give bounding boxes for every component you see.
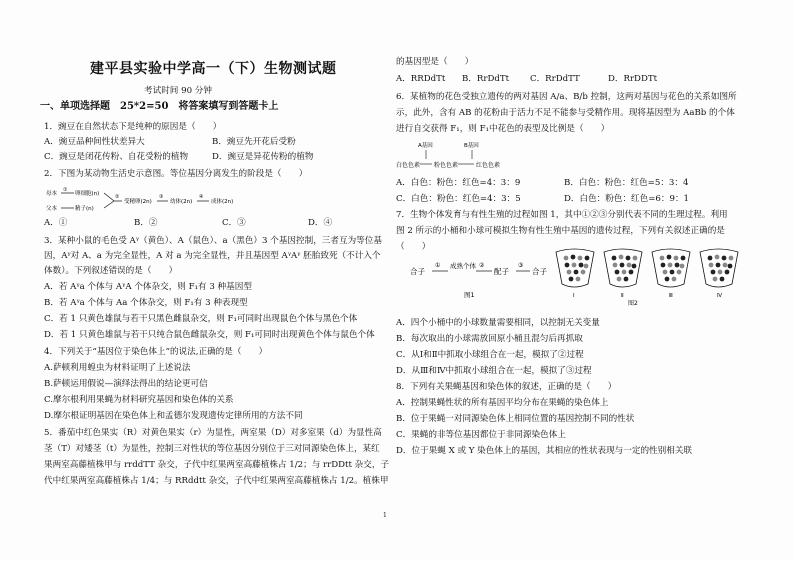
q2-option-d: D．④ [308,218,333,228]
q1-stem: 1．豌豆在自然状态下是纯种的原因是（ ） [44,122,222,132]
q7-bucket-2-label: Ⅱ [621,293,624,299]
q6-option-d: D．白色：粉色：红色=6：9：1 [564,194,690,204]
q7-option-c: C．从Ⅰ和Ⅱ中抓取小球组合在一起，模拟了②过程 [396,350,584,360]
q2-option-a: A．① [44,218,68,228]
page-number: 1 [383,512,387,519]
q3-option-b: B．若 Aᵞa 个体与 Aa 个体杂交，则 F₁有 3 种表现型 [44,298,248,308]
q6-pigment-pathway-diagram [396,139,536,173]
q5-line-3: 果两室高藤植株甲与 rrddTT 杂交，子代中红果两室高藤植株占 1/2；与 rrDDtt 杂交，子 [44,460,390,470]
q7-step2-label: ② [479,262,485,269]
q6-option-a: A．白色：粉色：红色=4：3：9 [396,178,521,188]
q6-white-pigment-label: 白色色素 [396,162,421,169]
q1-option-a: A．豌豆品种间性状差异大 [44,137,145,147]
q6-pink-pigment-label: 粉色色素 [434,162,459,169]
q7-adult-label: 成熟个体 [450,262,476,270]
q7-bucket-4-label: Ⅳ [717,293,723,299]
q7-option-b: B．每次取出的小球需放回原小桶且混匀后再抓取 [396,334,583,344]
q1-option-c: C．豌豆是闭花传粉、自花受粉的植物 [44,152,189,162]
q6-option-b: B．白色：粉色：红色=5：3：4 [564,178,689,188]
q7-gamete-label: 配子 [494,267,509,276]
q5-line-1: 5．番茄中红色果实（R）对黄色果实（r）为显性，两室果（D）对多室果（d）为显性高 [44,428,382,438]
q6-red-pigment-label: 红色色素 [476,162,501,169]
q2-step2-label: ② [115,194,120,200]
q2-step4-label: ④ [199,194,204,200]
q7-figure-1 [404,252,554,302]
q2-merge-line-top [104,193,114,201]
q5-line-2: 茎（T）对矮茎（t）为显性，控制三对性状的等位基因分别位于三对同源染色体上，某红 [44,444,380,454]
q4-stem: 4．下列关于“基因位于染色体上”的说法,正确的是（ ） [44,347,268,357]
q3-line-1: 3．某种小鼠的毛色受 Aᵞ（黄色）、A（鼠色）、a（黑色）3 个基因控制，三者互为等位基 [44,236,382,246]
q2-father-label: 父本 [46,206,58,212]
q2-stem: 2．下图为某动物生活史示意图。等位基因分离发生的阶段是（ ） [44,169,308,179]
q2-option-b: B．② [134,218,158,228]
q2-option-c: C．③ [222,218,246,228]
q2-merge-line-bottom [104,201,114,208]
q7-fig2-caption: 图2 [628,300,638,307]
q7-bucket-2 [604,249,642,287]
q4-option-d: D.摩尔根证明基因在染色体上和孟德尔发现遗传定律所用的方法不同 [44,411,303,421]
q8-stem: 8．下列有关果蝇基因和染色体的叙述，正确的是（ ） [396,382,617,392]
q1-option-d: D．豌豆是异花传粉的植物 [212,152,314,162]
q7-line-1: 7．生物个体发育与有性生殖的过程如图 1，其中①②③分别代表不同的生理过程。利用 [396,210,728,220]
q7-bucket-4 [700,249,738,287]
q7-bucket-1 [556,249,594,287]
q7-line-2: 图 2 所示的小桶和小球可模拟生物有性生殖中基因的遗传过程，下列有关叙述正确的是 [396,226,725,236]
q4-option-c: C.摩尔根利用果蝇为材料研究基因和染色体的关系 [44,395,234,405]
q6-gene-a-label: A基因 [418,143,433,149]
q7-bucket-1-label: Ⅰ [573,293,575,299]
q2-mother-label: 母本 [46,191,58,197]
q3-option-d: D．若 1 只黄色雄鼠与若干只纯合鼠色雌鼠杂交，则 F₁可同时出现黄色个体与鼠色个体 [44,330,375,340]
q7-option-d: D．从Ⅲ和Ⅳ中抓取小球组合在一起，模拟了③过程 [396,366,592,376]
q7-bucket-3-label: Ⅲ [669,293,673,299]
q8-option-d: D．位于果蝇 X 或 Y 染色体上的基因，其相应的性状表现与一定的性别相关联 [396,446,693,456]
q1-option-b: B．豌豆先开花后受粉 [212,137,296,147]
q3-option-c: C．若 1 只黄色雄鼠与若干只黑色雌鼠杂交，则 F₁可同时出现鼠色个体与黑色个体 [44,314,358,324]
q4-option-b: B.萨顿运用假说—演绎法得出的结论更可信 [44,379,208,389]
q6-line-2: 示，此外，含有 AB 的花粉由于活力不足不能参与受精作用。现将基因型为 AaBb 的个体 [396,108,735,118]
q7-zygote-label: 合子 [410,267,425,276]
q8-option-c: C．果蝇的非等位基因都位于非同源染色体上 [396,430,566,440]
q5-continuation: 的基因型是（ ） [396,57,474,67]
q2-step3-label: ③ [159,194,164,200]
q5-option-a: A．RRDdTt [396,74,446,84]
q2-step1-label: ① [63,187,68,193]
q2-sperm-label: 精子(n) [75,206,94,212]
q2-mature-label: 成体(2n) [211,199,234,205]
q5-option-d: D．RrDDTt [608,74,658,84]
q7-step3-label: ③ [518,262,524,269]
q7-zygote2-label: 合子 [532,267,547,276]
exam-time: 考试时间 90 分钟 [144,86,212,96]
q3-line-2: 因，Aᵞ对 A、a 为完全显性，A 对 a 为完全显性，并且基因型 AᵞAᵞ 胚胎致死（不计入个 [44,251,381,261]
q7-option-a: A．四个小桶中的小球数量需要相同，以控制无关变量 [396,318,600,328]
q2-adult-label: 幼体(2n) [170,199,193,205]
q7-fig1-caption: 图1 [464,291,475,299]
q6-gene-b-label: B基因 [464,143,479,149]
q2-zygote-label: 受精卵(2n) [124,199,152,205]
q3-option-a: A．若 Aᵞa 个体与 AᵞA 个体杂交，则 F₁有 3 种基因型 [44,282,252,292]
q5-option-b: B．RrDdTt [462,74,510,84]
q5-line-4: 代中红果两室高藤植株占 1/4；与 RRddtt 杂交，子代中红果两室高藤植株占 1/2。植株甲 [44,476,389,486]
q3-line-3: 体数）。下列叙述错误的是（ ） [44,266,178,276]
q7-step1-label: ① [435,262,441,269]
q8-option-a: A．控制果蝇性状的所有基因平均分布在果蝇的染色体上 [396,398,609,408]
q7-line-3: （ ） [396,242,431,252]
q4-option-a: A.萨顿利用蝗虫为材料证明了上述说法 [44,363,191,373]
q2-egg-label: 卵细胞(n) [75,191,100,197]
q5-option-c: C．RrDdTT [530,74,580,84]
exam-title: 建平县实验中学高一（下）生物测试题 [90,61,337,77]
section-heading: 一、单项选择题 25*2=50 将答案填写到答题卡上 [40,101,279,112]
q6-line-1: 6．某植物的花色受独立遗传的两对基因 A/a、B/b 控制，这两对基因与花色的关系如图所 [396,92,737,102]
q8-option-b: B．位于果蝇一对同源染色体上相同位置的基因控制不同的性状 [396,414,635,424]
q2-life-cycle-diagram [44,186,264,216]
q6-line-3: 进行自交获得 F₁，则 F₁中花色的表型及比例是（ ） [396,124,610,134]
q7-figure-2-buckets [554,246,750,308]
q6-option-c: C．白色：粉色：红色=4：3：5 [396,194,521,204]
q7-bucket-3 [652,249,690,287]
